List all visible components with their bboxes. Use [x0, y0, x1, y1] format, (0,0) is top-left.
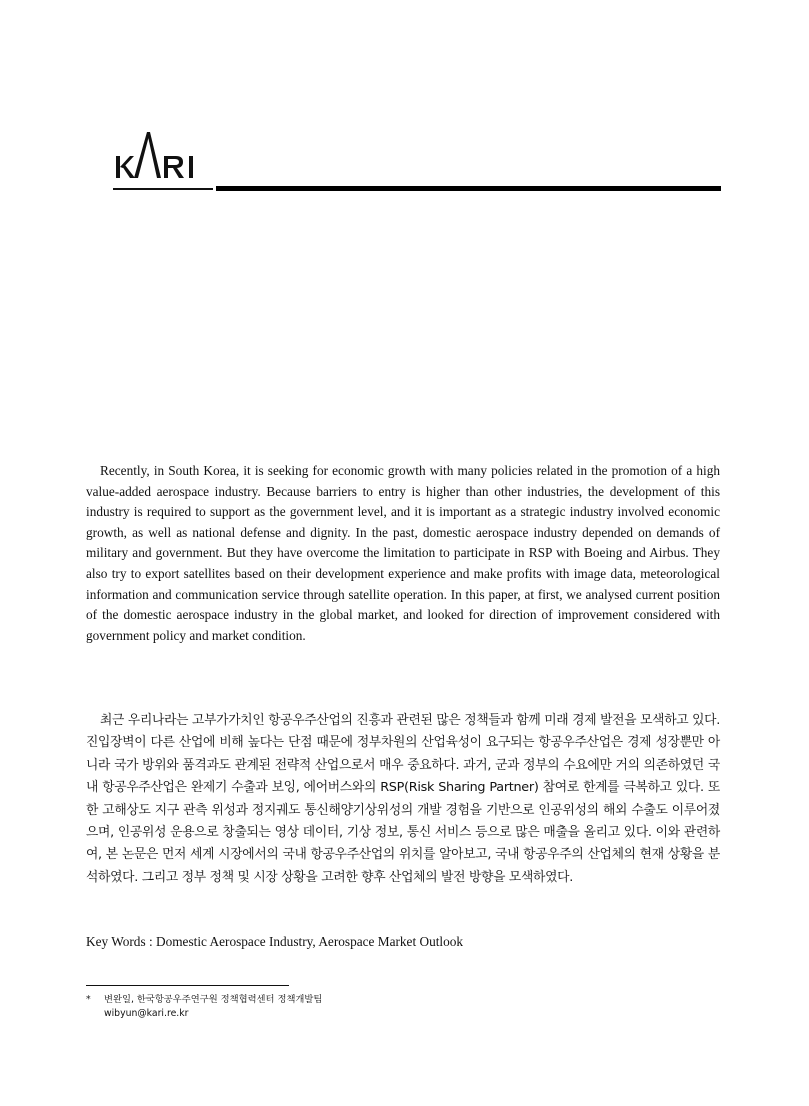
footnote-rule — [86, 985, 289, 986]
footnote-email: wibyun@kari.re.kr — [104, 1008, 189, 1019]
kari-logo-mark — [113, 130, 217, 188]
footnote — [86, 993, 486, 1021]
kari-logo — [113, 130, 217, 188]
keywords: Key Words : Domestic Aerospace Industry, Aerospace Market Outlook — [86, 934, 464, 949]
abstract-english: Recently, in South Korea, it is seeking for economic growth with many policies related in the promotion of a high value-added aerospace industry. Because barriers to entry is higher than other industries, the development of this industry is required to support as the government level, and it is important as a strategic industry involved economic growth, as well as national defense and dignity. In the past, domestic aerospace industry depended on demands of military and government. But they have overcome the limitation to participate in RSP with Boeing and Airbus. They also try to export satellites based on their development experience and make profits with image data, meteorological information and communication service through satellite operation. In this paper, at first, we analysed current position of the domestic aerospace industry in the global market, and looked for direction of improvement considered with government policy and market condition. — [86, 463, 720, 643]
footnote-mark: * — [86, 994, 91, 1005]
abstract-korean: 최근 우리나라는 고부가가치인 항공우주산업의 진흥과 관련된 많은 정책들과 함께 미래 경제 발전을 모색하고 있다. 진입장벽이 다른 산업에 비해 높다는 단점 때문에 정부차원의 산업육성이 요구되는 항공우주산업은 경제 성장뿐만 아니라 국가 방위와 품격과도 관계된 전략적 산업으로서 매우 중요하다. 과거, 군과 정부의 수요에만 거의 의존하였던 국내 항공우주산업은 완제기 수출과 보잉, 에어버스와의 RSP(Risk Sharing Partner) 참여로 한계를 극복하고 있다. 또한 고해상도 지구 관측 위성과 정지궤도 통신해양기상위성의 개발 경험을 기반으로 인공위성의 해외 수출도 이루어졌으며, 인공위성 운용으로 창출되는 영상 데이터, 기상 정보, 통신 서비스 등으로 많은 매출을 올리고 있다. 이와 관련하여, 본 논문은 먼저 세계 시장에서의 국내 항공우주산업의 위치를 알아보고, 국내 항공우주의 산업체의 현재 상황을 분석하였다. 그리고 정부 정책 및 시장 상황을 고려한 향후 산업체의 발전 방향을 모색하였다. — [86, 713, 720, 885]
footnote-author: 변완일, 한국항공우주연구원 정책협력센터 정책개발팀 — [104, 994, 323, 1005]
header-rule-thick — [216, 186, 721, 191]
header-rule-thin — [113, 188, 213, 190]
